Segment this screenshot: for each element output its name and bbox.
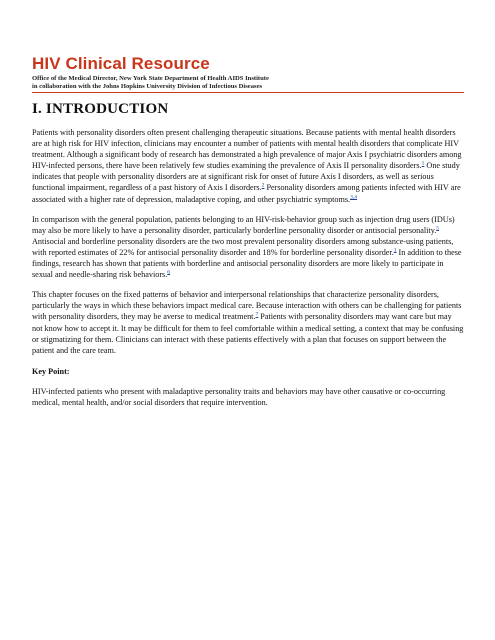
paragraph-2 bbox=[32, 214, 464, 281]
document-header bbox=[32, 55, 472, 91]
section-title: I. INTRODUCTION bbox=[32, 101, 169, 117]
paragraph-1-text-a: Patients with personality disorders often present challenging therapeutic situations. Because patients with mental health disorders are at high risk for HIV infection, clinicians may encounter a number of patients with mental health disorders that complicate HIV treatment. Although a significant body of research has demonstrated a high prevalence of major Axis I psychiatric disorders among HIV-infected persons, there have been relatively few studies examining the prevalence of Axis II personality disorders. bbox=[32, 128, 462, 171]
paragraph-3-text-b: Patients with personality disorders may want care but may not know how to accept it. It may be difficult for them to feel comfortable within a medical setting, a context that may be confusing or stigmatizing for them. Clinicians can interact with these patients effectively with a plan that focuses on support between the patient and the care team. bbox=[32, 312, 464, 355]
header-divider bbox=[32, 92, 464, 93]
paragraph-3-text-a: This chapter focuses on the fixed patterns of behavior and interpersonal relationships that characterize personality disorders, particularly the ways in which these behaviors impact medical care. Because interaction with others can be challenging for patients with personality disorders, they may be averse to medical treatment. bbox=[32, 290, 462, 322]
footnote-ref[interactable]: 6 bbox=[167, 269, 171, 276]
paragraph-1-text-b: One study indicates that people with personality disorders are at significant risk for onset of future Axis I disorders, as well as serious functional impairment, regardless of a past history of Axis I disorders. bbox=[32, 161, 460, 193]
org-line-1: Office of the Medical Director, New York State Department of Health AIDS Institute bbox=[32, 75, 269, 82]
paragraph-2-text-c: In addition to these findings, research has shown that patients with borderline and antisocial personality disorders are more likely to participate in sexual and needle-sharing risk behaviors. bbox=[32, 247, 462, 280]
footnote-ref[interactable]: 2 bbox=[261, 182, 265, 189]
footnote-ref[interactable]: 5 bbox=[436, 225, 440, 232]
paragraph-1-text-c: Personality disorders among patients infected with HIV are associated with a higher rate of depression, maladaptive coping, and other psychiatric symptoms. bbox=[32, 183, 461, 204]
footnote-ref[interactable]: 7 bbox=[255, 311, 259, 318]
footnote-ref[interactable]: 3,4 bbox=[350, 193, 357, 200]
footnote-ref[interactable]: 1 bbox=[393, 247, 397, 254]
paragraph-3 bbox=[32, 289, 464, 356]
key-point-heading: Key Point: bbox=[32, 366, 70, 376]
document-body bbox=[32, 99, 464, 408]
brand-title: HIV Clinical Resource bbox=[32, 54, 210, 73]
footnote-ref[interactable]: 1 bbox=[421, 160, 425, 167]
paragraph-1 bbox=[32, 127, 464, 205]
key-point-text: HIV-infected patients who present with maladaptive personality traits and behaviors may have other causative or co-occurring medical, mental health, and/or social disorders that require intervention. bbox=[32, 386, 446, 407]
org-line-2: in collaboration with the Johns Hopkins University Division of Infectious Diseases bbox=[32, 83, 263, 90]
paragraph-2-text-b: Antisocial and borderline personality disorders are the two most prevalent personality disorders among substance-using patients, with reported estimates of 22% for antisocial personality disorder and 18% for borderline personality disorder. bbox=[32, 236, 454, 257]
paragraph-2-text-a: In comparison with the general population, patients belonging to an HIV-risk-behavior group such as injection drug users (IDUs) may also be more likely to have a personality disorder, particularly borderline personality disorder or antisocial personality. bbox=[32, 214, 455, 235]
